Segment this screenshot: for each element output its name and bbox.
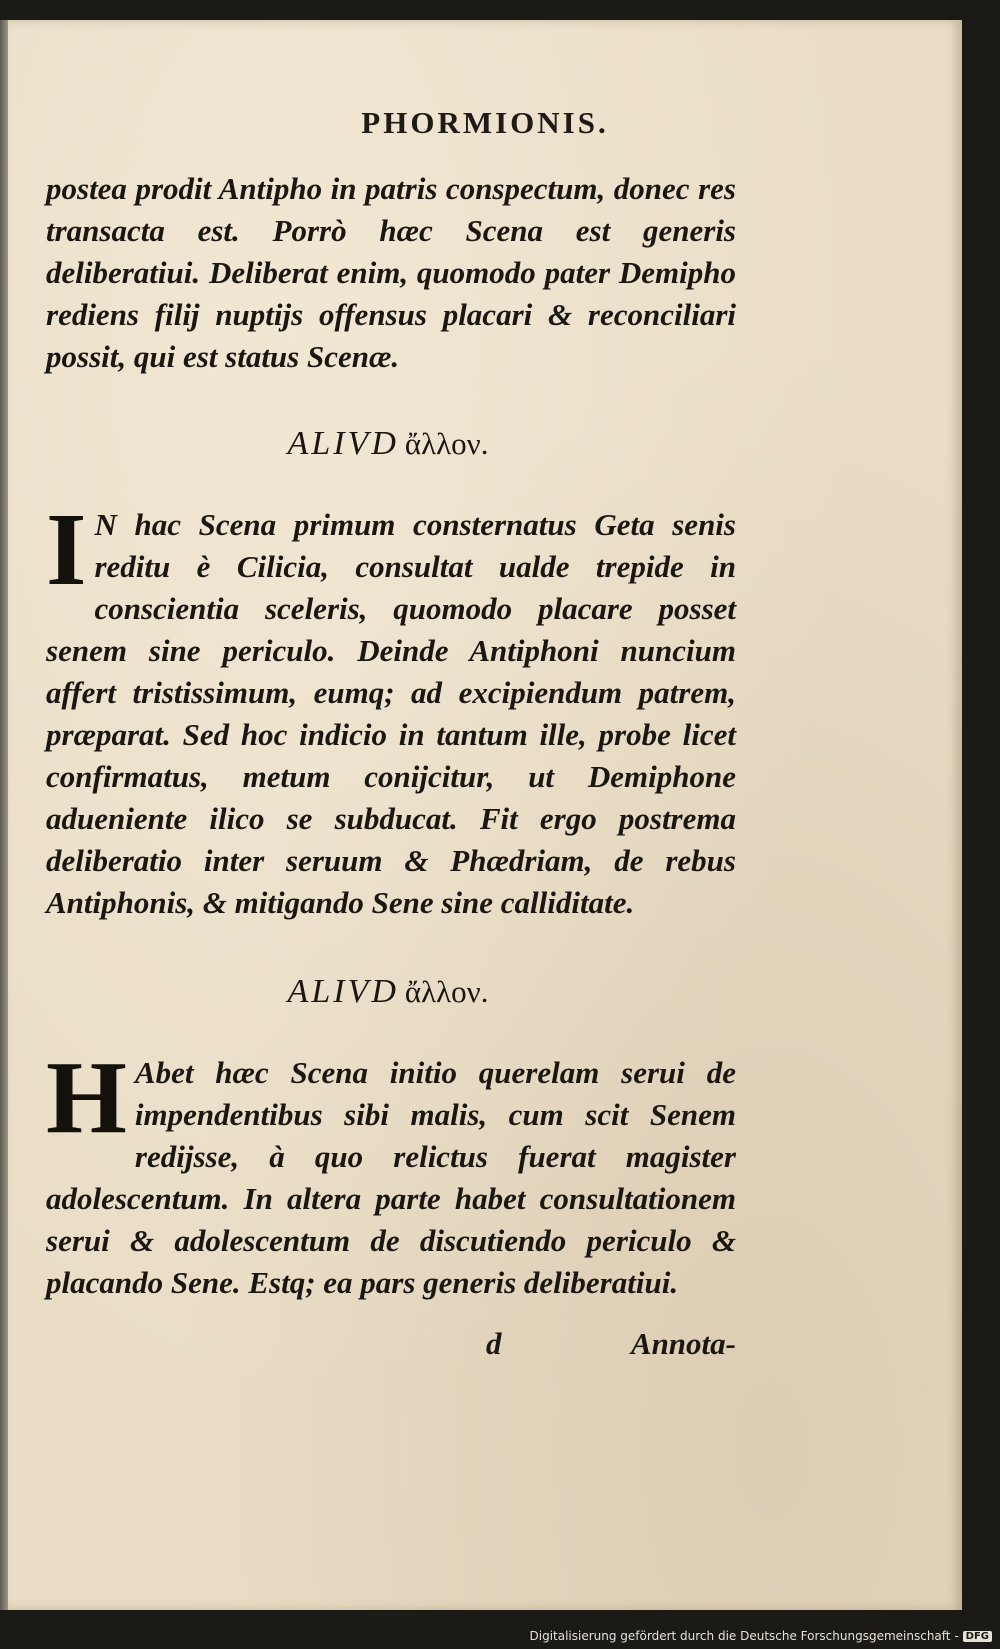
subheading-2 [8,973,768,1011]
subheading-1-greek: ἄλλον. [404,426,489,461]
dfg-logo-icon: DFG [963,1631,992,1642]
paragraph-2 [46,492,736,924]
subheading-2-latin: ALIVD [287,973,399,1010]
paragraph-3 [46,1040,736,1304]
paragraph-3-body: Abet hæc Scena initio querelam serui de impendentibus sibi malis, cum scit Senem redijsse, à quo relictus fuerat magister adolescentum. In altera parte habet consultationem serui & adolescentum de discutiendo periculo & placando Sene. Estq; ea pars generis deliberatiui. [46,1055,736,1300]
digitization-credit [530,1629,993,1643]
credit-text: Digitalisierung gefördert durch die Deutsche Forschungsgemeinschaft - [529,1629,959,1643]
running-title: PHORMIONIS. [361,105,609,140]
subheading-2-greek: ἄλλον. [404,974,489,1009]
book-page [8,20,962,1610]
signature-mark: d [486,1326,502,1361]
catchword: Annota- [630,1326,736,1361]
paragraph-2-body: N hac Scena primum consternatus Geta senis reditu è Cilicia, consultat ualde trepide in conscientia sceleris, quomodo placare posset senem sine periculo. Deinde Antiphoni nuncium affert tristissimum, eumq; ad excipiendum patrem, præparat. Sed hoc indicio in tantum ille, probe licet confirmatus, metum conijcitur, ut Demiphone adueniente ilico se subducat. Fit ergo postrema deliberatio inter seruum & Phædriam, de rebus Antiphonis, & mitigando Sene sine calliditate. [46,507,736,920]
subheading-1-latin: ALIVD [287,425,399,462]
drop-cap-initial: H [46,1040,127,1155]
drop-cap-initial: I [46,492,87,607]
paragraph-1: postea prodit Antipho in patris conspectum, donec res transacta est. Porrò hæc Scena est generis deliberatiui. Deliberat enim, quomodo pater Demipho rediens filij nuptijs offensus placari & reconciliari possit, qui est status Scenæ. [46,171,736,374]
subheading-1 [8,425,768,463]
